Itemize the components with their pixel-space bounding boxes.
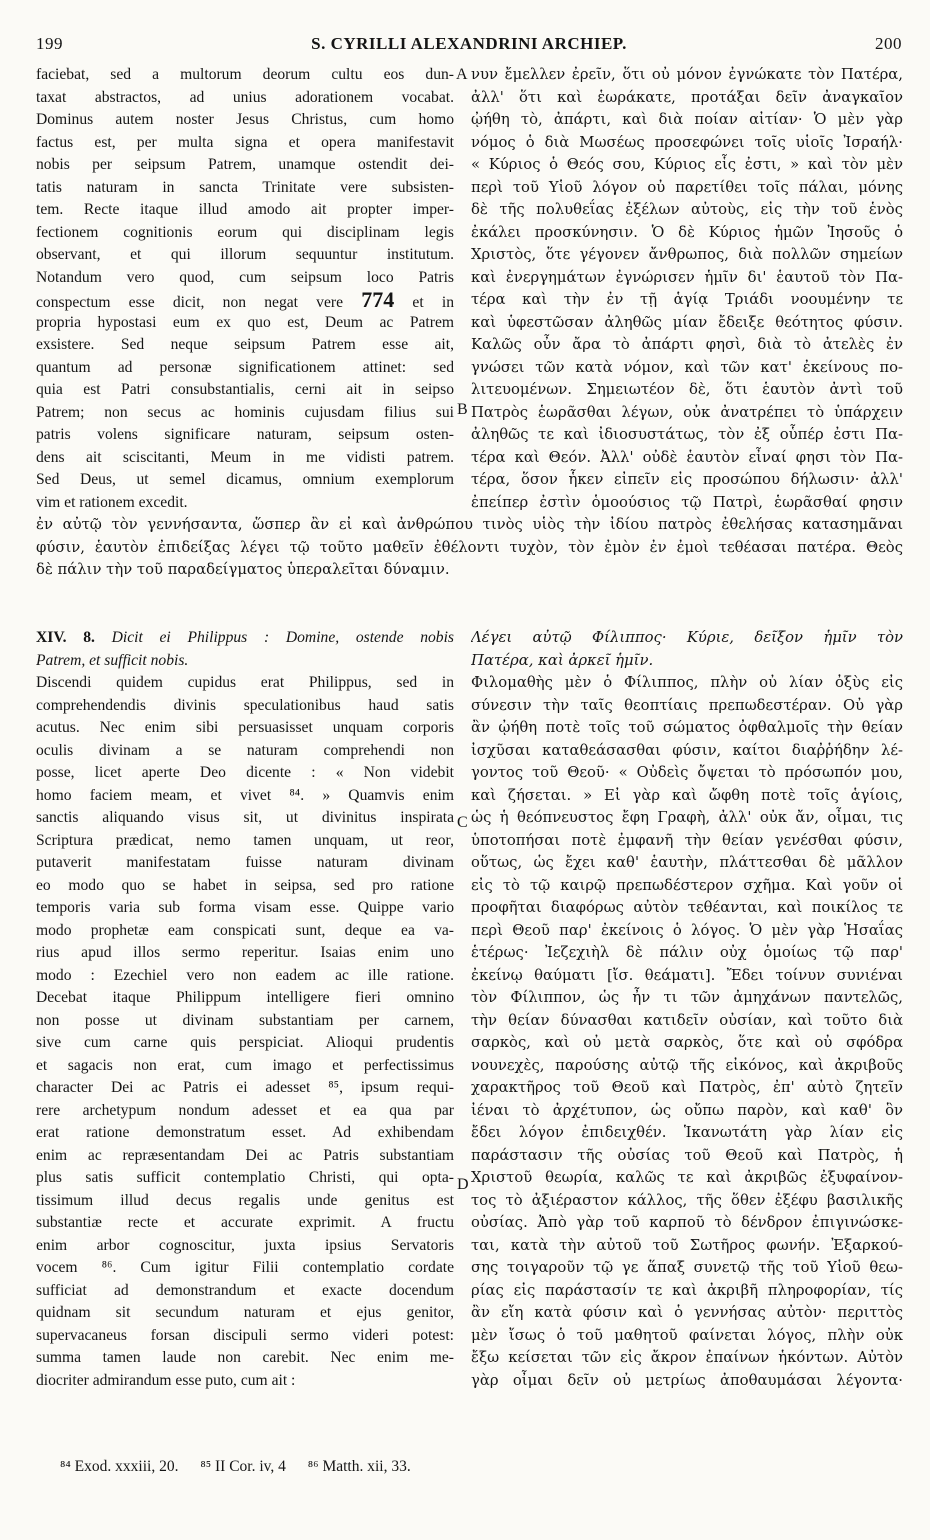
- text-line: dens ait sciscitanti, Meum in me vidisti patrem.: [36, 448, 454, 466]
- section-heading-greek-line2: Πατέρα, καὶ ἀρκεῖ ἡμῖν.: [471, 651, 654, 669]
- footnotes: [60, 1458, 429, 1476]
- text-line: Sed Deus, ut semel dicamus, omnium exemplorum: [36, 471, 454, 488]
- text-line: Scriptura prædicat, nemo tamen unquam, ut reor,: [36, 831, 454, 849]
- text-line: Φιλομαθὴς μὲν ὁ Φίλιππος, πλὴν οὐ λίαν ὀξὺς εἰς: [471, 674, 903, 691]
- text-line: ρίας εἰς παράστασίν τε καὶ ἀκριβῆ πληροφορίαν, τίς: [471, 1281, 903, 1299]
- text-line: ἐκείνῳ θαύματι [ἴσ. θεάματι]. Ἔδει τοίνυν συνιέναι: [471, 966, 903, 984]
- text-line: περὶ τοῦ Υἱοῦ λόγον οὐ παρετίθει τοῖς πάλαι, μόνης: [471, 178, 903, 196]
- text-line: modo prophetæ eam conspicati sunt, deque ea va-: [36, 921, 454, 939]
- text-line: φύσιν, ἑαυτὸν ἐπιδείξας λέγει τῷ τοῦτο μαθεῖν ἐθέλοντι τυχὸν, τὸν ἐμὸν ἐν ἐμοὶ τεθέασαι πατέρα. Θεὸς: [36, 538, 903, 556]
- text-line: καὶ ἐνεργημάτων ἐγνώρισεν ἡμῖν δι' ἑαυτοῦ τὸν Πα-: [471, 268, 903, 286]
- text-line: ἐπείπερ ἐστὶν ὁμοούσιος τῷ Πατρὶ, ἑωρᾶσθαί φησιν: [471, 493, 903, 511]
- text-line: ὑποτοπήσαι ποτὲ ἐμφανῆ τὴν θείαν γενέσθαι φύσιν,: [471, 831, 903, 849]
- text-line: τὸν Φίλιππον, ὡς ἦν τι τῶν ἀμηχάνων παντελῶς,: [471, 989, 903, 1006]
- text-line: Patrem; non secus ac hominis cujusdam filius sui: [36, 403, 454, 421]
- text-line: vocem ⁸⁶. Cum igitur Filii contemplatio cordate: [36, 1259, 454, 1276]
- section-heading-latin-line2: Patrem, et sufficit nobis.: [36, 651, 189, 669]
- text-line: σης τοιγαροῦν τῷ γε ἅπαξ συνετῷ τῆς τοῦ Υἱοῦ θεω-: [471, 1259, 903, 1276]
- section-heading-greek: [471, 627, 903, 672]
- text-line: ἐν αὐτῷ τὸν γεννήσαντα, ὥσπερ ἂν εἰ καὶ ἀνθρώπου τινὸς υἱὸς τὴν ἰδίου πατρὸς ἐθελήσας κατασημᾶναι: [36, 516, 903, 533]
- margin-marker-a: A: [456, 66, 468, 83]
- page-number-right: 200: [875, 34, 902, 53]
- text-line: χαρακτῆρος τοῦ Θεοῦ καὶ Πατρὸς, ἐπ' αὐτὸ ζητεῖν: [471, 1079, 903, 1096]
- text-line: non posse ut divinam substantiam per carnem,: [36, 1011, 454, 1029]
- text-line: Πατρὸς ἑωρᾶσθαι λέγων, οὐκ ἀνατρέπει τὸ ὑπάρχειν: [471, 403, 903, 421]
- text-line: περὶ Θεοῦ παρ' ἐκείνοις ὁ λόγος. Ὁ μὲν γὰρ Ἡσαΐας: [471, 921, 903, 939]
- section-heading-latin: [36, 627, 454, 672]
- footnote-84: ⁸⁴ Exod. xxxiii, 20.: [60, 1458, 179, 1475]
- text-line: eo modo quo se habet in seipsa, sed pro ratione: [36, 876, 454, 894]
- text-line: quantum ad personæ significationem attinet: sed: [36, 358, 454, 376]
- text-line: tatis naturam in sancta Trinitate vere subsisten-: [36, 178, 454, 196]
- greek-column-bottom: [471, 672, 903, 1392]
- text-line: ἀληθῶς τε καὶ ἰδιοσυστάτως, τὸν ἐξ οὗπέρ ἐστι Πα-: [471, 426, 903, 443]
- text-line: sufficiat ad demonstrandum et exacte docendum: [36, 1281, 454, 1299]
- text-line: acutus. Nec enim sibi persuasisset unquam corporis: [36, 719, 454, 736]
- text-line: character Dei ac Patris ei adesset ⁸⁵, ipsum requi-: [36, 1079, 454, 1096]
- latin-column-top: [36, 64, 454, 514]
- greek-column-top: [471, 64, 903, 514]
- text-line: factus est, per multa signa et opera manifestavit: [36, 133, 454, 151]
- text-line: τέρα καὶ τὴν ἐν τῇ ἁγίᾳ Τριάδι νοουμένην τε: [471, 291, 903, 308]
- text-line: ἂν ᾠήθη ποτὲ τοῖς τοῦ σώματος ὀφθαλμοῖς τὴν θείαν: [471, 719, 903, 736]
- text-line-part: et in: [412, 294, 454, 311]
- text-line: tissimum illud decus regalis unde genitus est: [36, 1191, 454, 1209]
- text-line: δὲ τῆς πολυθεΐας ἐξέλων αὐτοὺς, εἰς τὴν τοῦ ἑνὸς: [471, 201, 903, 218]
- text-line: supervacaneus forsan discipuli sermo videri potest:: [36, 1326, 454, 1344]
- text-line: comprehendendis divinis speculationibus haud satis: [36, 696, 454, 714]
- text-line: ἑτέρως· Ἰεζεχιὴλ δὲ πάλιν οὐχ ὁμοίως τῷ παρ': [471, 944, 903, 961]
- text-line: νυν ἔμελλεν ἐρεῖν, ὅτι οὐ μόνον ἐγνώκατε τὸν Πατέρα,: [471, 66, 903, 83]
- text-line: ἐκάλει προσκύνησιν. Ὁ δὲ Κύριος ἡμῶν Ἰησοῦς ὁ: [471, 223, 903, 241]
- text-line: τος τὸ ἀξιέραστον κάλλος, τῆς ὅθεν ἐξέφυ βασιλικῆς: [471, 1191, 903, 1209]
- text-line: τέρα, ὅσον ἧκεν εἰπεῖν εἰς προσώπου δήλωσιν· ἀλλ': [471, 471, 903, 488]
- text-line: sanctis aliquando visus sit, ut divinitus inspirata: [36, 809, 454, 826]
- greek-full-width-text: [36, 514, 903, 582]
- text-line: σαρκὸς, καὶ οὐ μετὰ σαρκὸς, ὅτε καὶ οὐ σφόδρα: [471, 1034, 903, 1051]
- text-line: γνώσει τῶν κατὰ νόμον, καὶ τῶν κατ' ἐκείνους πο-: [471, 358, 903, 376]
- text-line: « Κύριος ὁ Θεός σου, Κύριος εἷς ἐστι, » καὶ τὸν μὲν: [471, 156, 903, 173]
- margin-marker-b: B: [457, 401, 468, 418]
- text-line: erat ratione demonstratum esset. Ad exhibendam: [36, 1124, 454, 1141]
- text-line-part: conspectum esse dicit, non negat vere: [36, 294, 344, 311]
- text-line: rius apud illos sermo reperitur. Isaias enim uno: [36, 944, 454, 961]
- text-line: γὰρ οἶμαι δεῖν οὐ μετρίως ἀποθαυμάσαι λέγοντα·: [471, 1371, 903, 1389]
- text-line: καὶ ὑφεστῶσαν ἀληθῶς μίαν ἔδειξε θεότητος φύσιν.: [471, 313, 903, 331]
- text-line: enim ac repræsentandam Dei ac Patris substantiam: [36, 1146, 454, 1164]
- section-heading-greek-line1: Λέγει αὐτῷ Φίλιππος· Κύριε, δεῖξον ἡμῖν τὸν: [471, 629, 903, 646]
- text-line: γοντος τοῦ Θεοῦ· « Οὐδεὶς ὄψεται τὸ πρόσωπόν μου,: [471, 764, 903, 781]
- text-line: Dominus autem noster Jesus Christus, cum homo: [36, 111, 454, 128]
- margin-marker-c: C: [457, 814, 468, 831]
- text-line: diocriter admirandum esse puto, cum ait :: [36, 1371, 296, 1389]
- footnote-86: ⁸⁶ Matth. xii, 33.: [307, 1458, 411, 1475]
- text-line: νόμος ὁ διὰ Μωσέως προσεφώνει τοῖς υἱοῖς Ἰσραήλ·: [471, 133, 903, 151]
- text-line: [36, 289, 454, 312]
- text-line: οὕτως, ὡς ἔχει καθ' ἑαυτὴν, πλάττεσθαι δὲ μᾶλλον: [471, 854, 903, 871]
- text-line: quidnam sit secundum naturam et ejus genitor,: [36, 1304, 454, 1321]
- page-header: [36, 34, 902, 56]
- text-line: ἔξω κείσεται τῶν εἰς ἄκρον ἐπαίνων ἡκόντων. Αὐτὸν: [471, 1349, 903, 1366]
- text-line: patris volens significare naturam, seipsum osten-: [36, 426, 454, 443]
- text-line: προφῆται διαφόρως αὐτὸν τεθέανται, καὶ ποικίλος τε: [471, 899, 903, 916]
- text-line: taxat abstractos, ad unius adorationem vocabat.: [36, 88, 454, 106]
- page-number-left: 199: [36, 34, 63, 53]
- text-line: observant, et qui illorum sequuntur institutum.: [36, 246, 454, 263]
- text-line: καὶ ζήσεται. » Εἰ γὰρ καὶ ὤφθη ποτὲ τοῖς ἁγίοις,: [471, 786, 903, 804]
- text-line: putaverit manifestatam fuisse naturam divinam: [36, 854, 454, 871]
- running-title: S. CYRILLI ALEXANDRINI ARCHIEP.: [311, 34, 627, 53]
- text-line: vim et rationem excedit.: [36, 493, 188, 511]
- text-line: ἀλλ' ὅτι καὶ ἑωράκατε, προτάξαι δεῖν ἀναγκαῖον: [471, 88, 903, 106]
- text-line: Καλῶς οὖν ἄρα τὸ ἀπάρτι φησὶ, διὰ τὸ ἀτελὲς ἐν: [471, 336, 903, 353]
- text-line: summa tamen laude non carebit. Nec enim me-: [36, 1349, 454, 1366]
- text-line: τέρα καὶ Θεόν. Ἀλλ' οὐδὲ ἑαυτὸν εἶναί φησι τὸν Πα-: [471, 448, 903, 466]
- text-line: plus satis sufficit contemplatio Christi, qui opta-: [36, 1169, 454, 1186]
- text-line: μὲν ἴσως ὁ τοῦ μαθητοῦ φαίνεται λόγος, πλὴν οὐκ: [471, 1326, 903, 1344]
- text-line: posse, licet aperte Deo dicente : « Non videbit: [36, 764, 454, 781]
- text-line: Discendi quidem cupidus erat Philippus, sed in: [36, 674, 454, 691]
- text-line: ὡς ἡ θεόπνευστος ἔφη Γραφὴ, ἀλλ' οὐκ ἄν, οἶμαι, τις: [471, 809, 903, 826]
- text-line: nobis per seipsum Patrem, unamque ostendit dei-: [36, 156, 454, 173]
- text-line: oculis divinam a se naturam comprehendi non: [36, 741, 454, 759]
- section-number: XIV. 8.: [36, 629, 95, 646]
- text-line: παράστασιν τῆς οὐσίας τοῦ Θεοῦ καὶ Πατρὸς, ἡ: [471, 1146, 903, 1164]
- text-line: quia est Patri consubstantialis, cerni ait in seipso: [36, 381, 454, 398]
- text-line: substantiæ recte et accurate exprimit. A fructu: [36, 1214, 454, 1231]
- text-line: temporis varia sub forma visam esse. Quippe vario: [36, 899, 454, 916]
- footnote-85: ⁸⁵ II Cor. iv, 4: [200, 1458, 286, 1475]
- text-line: τὴν θείαν δύνασθαι κατιδεῖν οὐσίαν, καὶ τοῦτο διὰ: [471, 1011, 903, 1029]
- text-line: νουνεχὲς, παρούσης αὐτῷ τῆς εἰκόνος, καὶ ἀκριβοῦς: [471, 1056, 903, 1074]
- text-line: Decebat itaque Philippum intelligere fieri omnino: [36, 989, 454, 1006]
- text-line: Notandum vero quod, cum seipsum loco Patris: [36, 268, 454, 286]
- text-line: modo : Ezechiel vero non eadem ac ille ratione.: [36, 966, 454, 984]
- section-heading-latin-line1: Dicit ei Philippus : Domine, ostende nobis: [94, 629, 454, 646]
- latin-column-bottom: [36, 672, 454, 1392]
- text-line: ἰσχῦσαι καταθεάσασθαι φύσιν, καίτοι διαῤῥήδην λέ-: [471, 741, 903, 759]
- text-line: ἂν εἴη κατὰ φύσιν καὶ ὁ γεννήσας αὐτὸν· περιττὸς: [471, 1304, 903, 1321]
- text-line: ἰέναι τὸ ἀρχέτυπον, ὡς οὔπω παρὸν, καὶ καθ' ὃν: [471, 1101, 903, 1119]
- text-line: exsistere. Sed neque seipsum Patrem esse ait,: [36, 336, 454, 353]
- text-line: εἰς τὸ τῷ καιρῷ πρεπωδέστερον σχῆμα. Καὶ γοῦν οἱ: [471, 876, 903, 894]
- margin-marker-d: D: [457, 1176, 469, 1193]
- text-line: propria hypostasi eum ex quo est, Deum ac Patrem: [36, 313, 454, 331]
- text-line: Χριστὸς, ὅτε γέγονεν ἄνθρωπος, διὰ πολλῶν σημείων: [471, 246, 903, 263]
- text-line: sive cum carne quis perspiciat. Alioqui prudentis: [36, 1034, 454, 1051]
- text-line: fectionem cognitionis eorum qui disciplinam legis: [36, 223, 454, 241]
- text-line: δὲ πάλιν τὴν τοῦ παραδείγματος ὑπεραλεῖται δύναμιν.: [36, 561, 450, 578]
- text-line: enim arbor cognoscitur, juxta ipsius Servatoris: [36, 1236, 454, 1254]
- text-line: λιτευομένων. Σημειωτέον δὲ, ὅτι ἑαυτὸν ἀντὶ τοῦ: [471, 381, 903, 398]
- text-line: ται, κατὰ τὴν αὐτοῦ τοῦ Σωτῆρος φωνήν. Ἐξαρκού-: [471, 1236, 903, 1254]
- text-line: homo faciem meam, et vivet ⁸⁴. » Quamvis enim: [36, 786, 454, 804]
- text-line: tem. Recte itaque illud amodo ait propter imper-: [36, 201, 454, 218]
- text-line: οὐσίας. Ἀπὸ γὰρ τοῦ καρποῦ τὸ δένδρον ἐπιγινώσκε-: [471, 1214, 903, 1231]
- text-line: faciebat, sed a multorum deorum cultu eos dun-: [36, 66, 454, 83]
- text-line: Χριστοῦ θεωρία, καλῶς τε καὶ ἀκριβῶς ἐξυφαίνον-: [471, 1169, 903, 1186]
- text-line: rere archetypum nondum adesset et ea qua par: [36, 1101, 454, 1119]
- column-number: 774: [361, 289, 395, 312]
- text-line: et sagacis non erat, cum imago et perfectissimus: [36, 1056, 454, 1074]
- text-line: ᾠήθη τὸ, ἀπάρτι, καὶ διὰ ποίαν αἰτίαν· Ὁ μὲν γὰρ: [471, 111, 903, 128]
- text-line: ἔδει λόγον ἐπιδειχθέν. Ἱκανωτάτη γὰρ λίαν εἰς: [471, 1124, 903, 1141]
- text-line: σύνεσιν τὴν ταῖς θεοπτίαις πρεπωδεστέραν. Οὐ γὰρ: [471, 696, 903, 714]
